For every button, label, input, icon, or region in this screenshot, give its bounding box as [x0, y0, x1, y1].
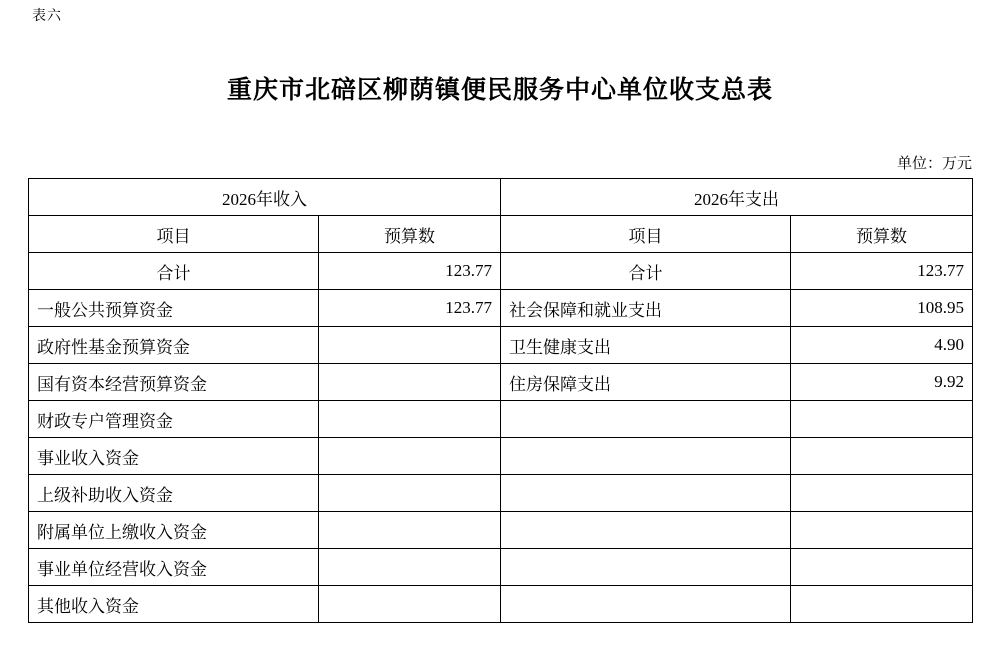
- row-income-label: 事业单位经营收入资金: [29, 549, 319, 586]
- row-expense-label: [501, 549, 791, 586]
- row-income-value: [319, 401, 501, 438]
- group-header-income: 2026年收入: [29, 179, 501, 216]
- row-income-value: [319, 475, 501, 512]
- total-expense-value: 123.77: [791, 253, 973, 290]
- row-expense-value: [791, 401, 973, 438]
- row-expense-value: 108.95: [791, 290, 973, 327]
- table-row: [29, 549, 973, 586]
- total-income-value: 123.77: [319, 253, 501, 290]
- row-expense-label: [501, 512, 791, 549]
- row-income-value: [319, 364, 501, 401]
- row-income-label: 一般公共预算资金: [29, 290, 319, 327]
- row-income-value: [319, 438, 501, 475]
- form-number-label: 表六: [32, 9, 62, 24]
- row-income-value: [319, 512, 501, 549]
- total-income-label: 合计: [29, 253, 319, 290]
- row-expense-value: [791, 549, 973, 586]
- table-row: [29, 586, 973, 623]
- column-header-income-item: 项目: [29, 216, 319, 253]
- column-header-income-budget: 预算数: [319, 216, 501, 253]
- row-income-label: 国有资本经营预算资金: [29, 364, 319, 401]
- row-income-value: [319, 327, 501, 364]
- table-row: [29, 438, 973, 475]
- row-expense-value: [791, 475, 973, 512]
- row-expense-label: 社会保障和就业支出: [501, 290, 791, 327]
- table-group-header-row: [29, 179, 973, 216]
- row-income-label: 上级补助收入资金: [29, 475, 319, 512]
- table-column-header-row: [29, 216, 973, 253]
- row-expense-label: [501, 586, 791, 623]
- table-row: [29, 364, 973, 401]
- row-expense-value: [791, 512, 973, 549]
- page-title: 重庆市北碚区柳荫镇便民服务中心单位收支总表: [226, 77, 773, 104]
- row-income-value: [319, 586, 501, 623]
- row-expense-value: 4.90: [791, 327, 973, 364]
- table-row: [29, 401, 973, 438]
- row-expense-value: [791, 586, 973, 623]
- column-header-expense-budget: 预算数: [791, 216, 973, 253]
- row-income-value: 123.77: [319, 290, 501, 327]
- row-expense-label: [501, 438, 791, 475]
- table-row: [29, 290, 973, 327]
- row-expense-label: 住房保障支出: [501, 364, 791, 401]
- row-expense-label: [501, 401, 791, 438]
- table-row: [29, 327, 973, 364]
- table-total-row: [29, 253, 973, 290]
- row-income-label: 财政专户管理资金: [29, 401, 319, 438]
- row-income-label: 事业收入资金: [29, 438, 319, 475]
- row-expense-label: [501, 475, 791, 512]
- table-row: [29, 475, 973, 512]
- row-expense-label: 卫生健康支出: [501, 327, 791, 364]
- row-income-label: 其他收入资金: [29, 586, 319, 623]
- group-header-expense: 2026年支出: [501, 179, 973, 216]
- budget-table: [28, 178, 973, 623]
- unit-note: 单位：万元: [896, 156, 972, 172]
- row-income-label: 附属单位上缴收入资金: [29, 512, 319, 549]
- row-expense-value: [791, 438, 973, 475]
- total-expense-label: 合计: [501, 253, 791, 290]
- column-header-expense-item: 项目: [501, 216, 791, 253]
- row-expense-value: 9.92: [791, 364, 973, 401]
- row-income-value: [319, 549, 501, 586]
- table-row: [29, 512, 973, 549]
- row-income-label: 政府性基金预算资金: [29, 327, 319, 364]
